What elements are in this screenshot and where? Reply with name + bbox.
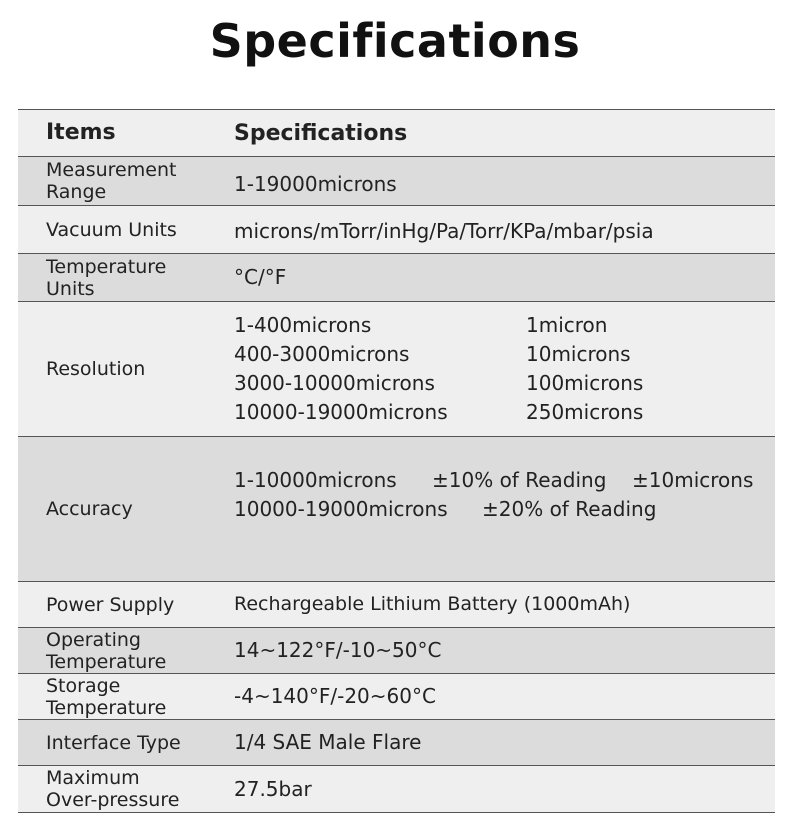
page-title: Specifications — [209, 14, 581, 68]
accuracy-range: 1-10000microns — [234, 468, 397, 492]
label-line-1: Maximum — [46, 767, 140, 789]
value-max-overpressure: 27.5bar — [234, 776, 312, 801]
resolution-line — [234, 311, 775, 340]
row-max-overpressure — [18, 766, 775, 813]
resolution-value: 10microns — [526, 342, 631, 366]
row-storage-temperature — [18, 674, 775, 720]
resolution-value: 100microns — [526, 371, 644, 395]
header-items: Items — [46, 120, 116, 145]
label-interface-type: Interface Type — [46, 731, 181, 754]
value-measurement-range: 1-19000microns — [234, 171, 397, 196]
resolution-line — [234, 398, 775, 427]
row-resolution — [18, 302, 775, 437]
resolution-line — [234, 369, 775, 398]
value-power-supply: Rechargeable Lithium Battery (1000mAh) — [234, 593, 631, 615]
row-measurement-range — [18, 157, 775, 206]
label-storage-temperature — [46, 674, 226, 719]
accuracy-absolute: ±10microns — [632, 468, 754, 492]
row-accuracy — [18, 437, 775, 582]
value-vacuum-units: microns/mTorr/inHg/Pa/Torr/KPa/mbar/psia — [234, 219, 654, 243]
label-resolution: Resolution — [46, 358, 146, 380]
label-measurement-range — [46, 157, 226, 205]
row-temperature-units — [18, 254, 775, 302]
value-interface-type: 1/4 SAE Male Flare — [234, 730, 422, 754]
resolution-range: 400-3000microns — [234, 342, 410, 366]
resolution-value: 250microns — [526, 400, 644, 424]
resolution-line — [234, 340, 775, 369]
row-operating-temperature — [18, 628, 775, 674]
label-line-2: Temperature — [46, 696, 167, 719]
specifications-table — [18, 109, 775, 813]
accuracy-range: 10000-19000microns — [234, 497, 448, 521]
accuracy-line — [234, 466, 775, 495]
label-accuracy: Accuracy — [46, 498, 133, 520]
table-header-row — [18, 110, 775, 157]
accuracy-line — [234, 495, 775, 524]
header-specifications: Specifications — [234, 120, 408, 146]
value-temperature-units: °C/°F — [234, 265, 287, 289]
label-power-supply: Power Supply — [46, 593, 175, 616]
resolution-range: 3000-10000microns — [234, 371, 435, 395]
label-line-1: Storage — [46, 674, 121, 697]
label-line-2: Units — [46, 277, 95, 300]
label-line-2: Over-pressure — [46, 789, 180, 811]
row-interface-type — [18, 720, 775, 766]
resolution-range: 10000-19000microns — [234, 400, 448, 424]
label-operating-temperature — [46, 628, 226, 673]
resolution-value: 1micron — [526, 313, 608, 337]
value-storage-temperature: -4~140°F/-20~60°C — [234, 684, 436, 708]
row-power-supply — [18, 582, 775, 628]
accuracy-percent: ±10% of Reading — [432, 468, 607, 492]
value-operating-temperature: 14~122°F/-10~50°C — [234, 638, 442, 662]
resolution-range: 1-400microns — [234, 313, 372, 337]
value-resolution — [234, 302, 775, 436]
accuracy-percent: ±20% of Reading — [482, 497, 657, 521]
label-line-2: Range — [46, 181, 107, 203]
label-line-2: Temperature — [46, 650, 167, 673]
label-vacuum-units: Vacuum Units — [46, 218, 177, 241]
row-vacuum-units — [18, 206, 775, 254]
value-accuracy — [234, 437, 775, 581]
label-line-1: Operating — [46, 628, 141, 651]
label-temperature-units — [46, 254, 226, 301]
label-max-overpressure — [46, 766, 226, 812]
label-line-1: Temperature — [46, 255, 167, 278]
label-line-1: Measurement — [46, 159, 177, 181]
